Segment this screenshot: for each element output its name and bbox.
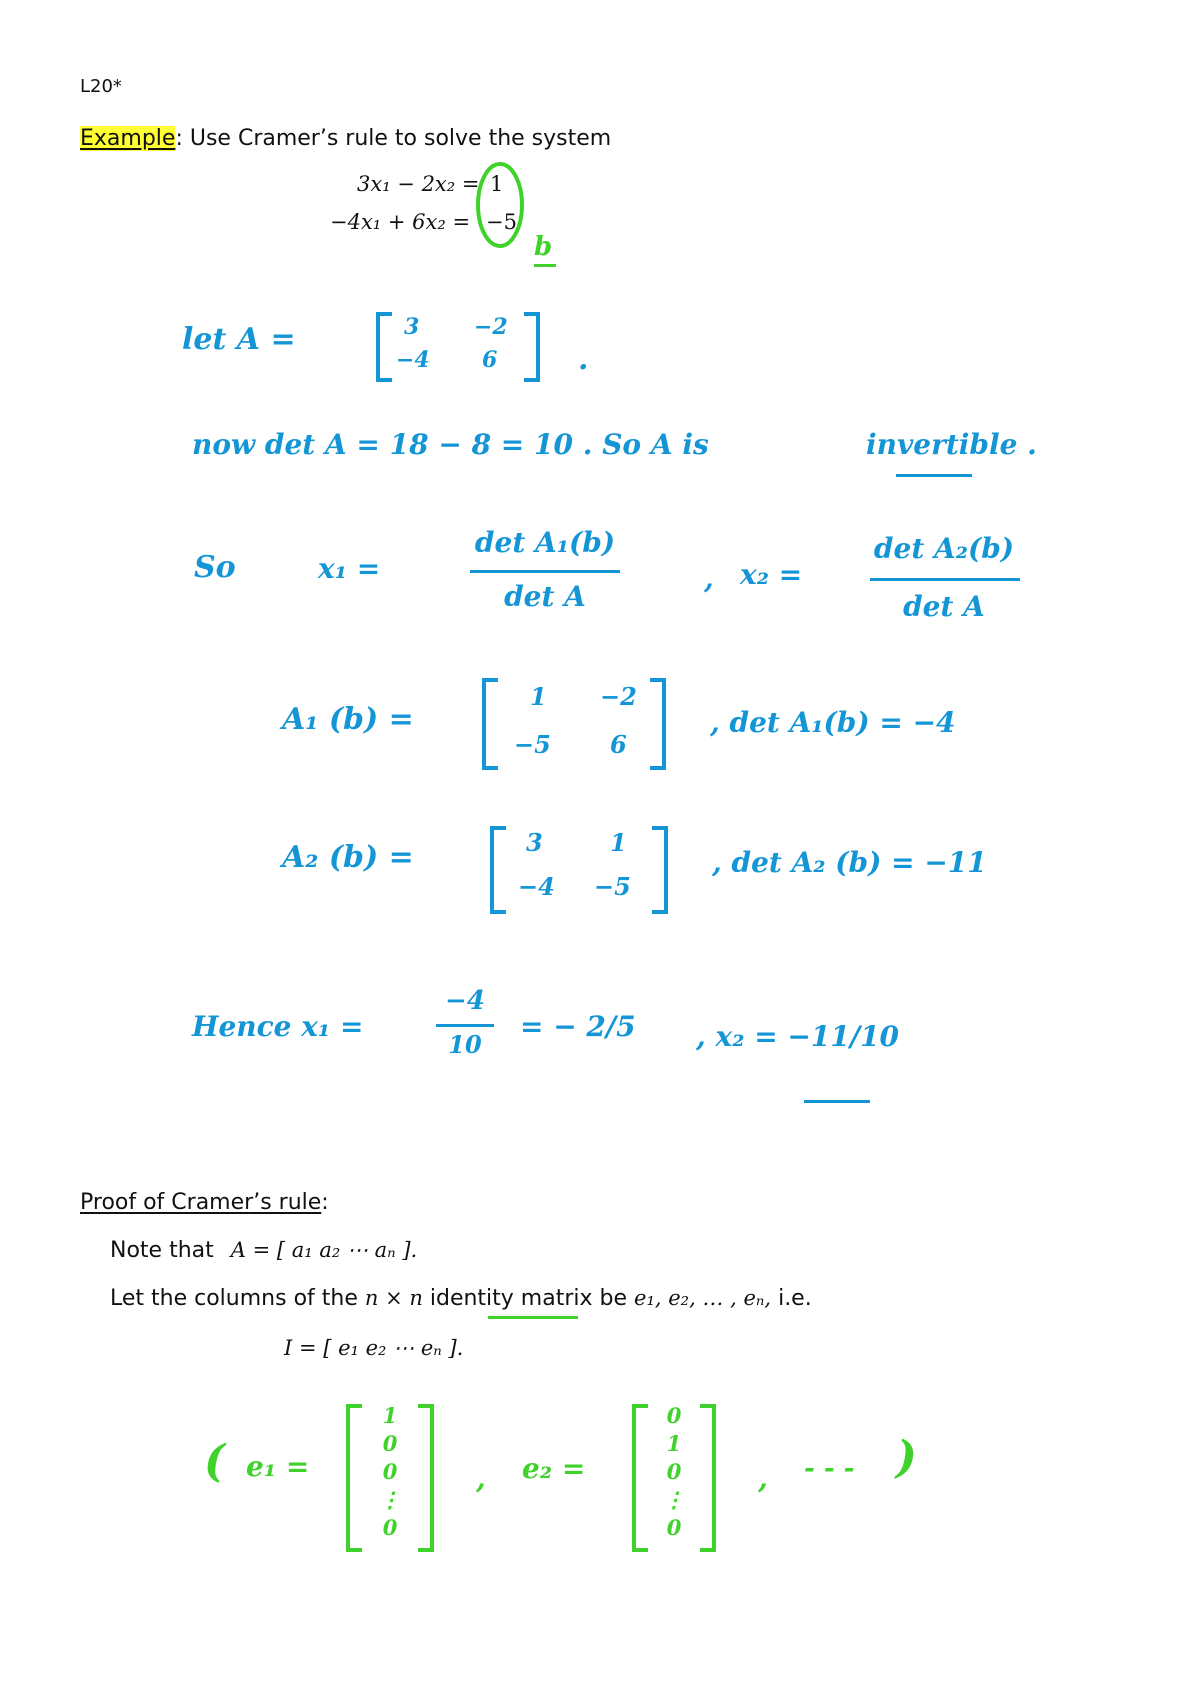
a2b-right-bracket (652, 826, 668, 914)
hence-denominator: 10 (448, 1030, 482, 1059)
e1-right-bracket (418, 1404, 434, 1552)
x1-denominator: det A (504, 580, 586, 613)
hence-result: = − 2/5 (520, 1010, 636, 1043)
nxn-math: n × n (364, 1286, 423, 1310)
a2b-label: A₂ (b) = (282, 840, 414, 875)
page-code: L20* (80, 76, 122, 97)
b-underline (534, 264, 556, 267)
matrix-a-22: 6 (482, 347, 498, 373)
x1-fraction-bar (470, 570, 620, 573)
hence-numerator: −4 (445, 986, 485, 1016)
det-a-line: now det A = 18 − 8 = 10 . So A is (192, 428, 709, 461)
note-that-math: A = [ a₁ a₂ ⋯ aₙ ]. (230, 1238, 418, 1262)
e1-entry: 1 (382, 1403, 398, 1428)
e1-entry: 0 (382, 1431, 398, 1456)
equation-1-lhs: 3x₁ − 2x₂ = (357, 172, 480, 196)
e2-entry: 0 (666, 1403, 682, 1428)
let-columns-text: Let the columns of the (110, 1286, 358, 1311)
e1-left-bracket (346, 1404, 362, 1552)
a1b-22: 6 (610, 730, 627, 759)
x1-numerator: det A₁(b) (474, 526, 616, 559)
e2-entry: 0 (666, 1459, 682, 1484)
x2-equals: x₂ = (740, 558, 803, 591)
e2-column-entries (662, 1402, 686, 1542)
hence-line: Hence x₁ = (192, 1010, 364, 1043)
green-comma-1: , (476, 1462, 486, 1495)
let-a-label: let A = (182, 322, 296, 357)
matrix-a-left-bracket (376, 312, 392, 382)
equation-1-rhs: 1 (490, 172, 504, 196)
a1b-left-bracket (482, 678, 498, 770)
identity-equation: I = [ e₁ e₂ ⋯ eₙ ]. (284, 1336, 464, 1360)
equation-2-rhs: −5 (486, 210, 517, 234)
example-intro (80, 126, 611, 151)
e2-right-bracket (700, 1404, 716, 1552)
x2-numerator: det A₂(b) (873, 532, 1015, 565)
equation-2-lhs: −4x₁ + 6x₂ = (330, 210, 471, 234)
x2-fraction-bar (870, 578, 1020, 581)
b-vector-note: b (534, 232, 553, 262)
invertible-word: invertible . (866, 428, 1037, 461)
a1b-right-bracket (650, 678, 666, 770)
a1b-label: A₁ (b) = (282, 702, 414, 737)
e-list-math: e₁, e₂, … , eₙ, (634, 1286, 772, 1310)
green-open-paren: ( (204, 1436, 225, 1487)
result-underline (804, 1100, 870, 1103)
be-text: be (599, 1286, 628, 1311)
x1-equals: x₁ = (318, 552, 381, 585)
e1-entry: 0 (382, 1459, 398, 1484)
green-comma-2: , (758, 1462, 768, 1495)
example-label: Example (80, 126, 176, 151)
e2-equals: e₂ = (522, 1452, 586, 1485)
a2b-12: 1 (610, 828, 627, 857)
a1b-12: −2 (600, 682, 637, 711)
let-columns-line (110, 1286, 812, 1311)
e2-entry: 0 (666, 1515, 682, 1540)
a1b-det: , det A₁(b) = −4 (710, 706, 956, 739)
a2b-left-bracket (490, 826, 506, 914)
e1-column-entries (378, 1402, 402, 1542)
a1b-21: −5 (514, 730, 551, 759)
hence-fraction-bar (436, 1024, 494, 1027)
a2b-11: 3 (526, 828, 543, 857)
a1b-11: 1 (530, 682, 547, 711)
matrix-a-21: −4 (396, 347, 430, 373)
so-label: So (194, 550, 236, 585)
b-column-circle (472, 158, 532, 254)
invertible-underline (896, 474, 972, 477)
a2b-det: , det A₂ (b) = −11 (712, 846, 987, 879)
identity-underline (488, 1316, 578, 1319)
x-comma: , (704, 562, 714, 595)
identity-matrix-text: identity matrix (429, 1286, 593, 1311)
ie-text: i.e. (778, 1286, 812, 1311)
proof-heading (80, 1190, 329, 1215)
e1-entry: ⋮ (379, 1487, 401, 1512)
proof-title: Proof of Cramer’s rule (80, 1190, 322, 1215)
green-close-paren: ) (896, 1432, 917, 1483)
x2-denominator: det A (903, 590, 985, 623)
e2-entry: ⋮ (663, 1487, 685, 1512)
example-intro-text: : Use Cramer’s rule to solve the system (175, 126, 612, 151)
a2b-22: −5 (594, 872, 631, 901)
e1-entry: 0 (382, 1515, 398, 1540)
matrix-a-11: 3 (404, 314, 420, 340)
e1-equals: e₁ = (246, 1450, 310, 1483)
note-that-text: Note that (110, 1238, 214, 1263)
note-that-line (110, 1238, 417, 1263)
e2-left-bracket (632, 1404, 648, 1552)
green-dots: - - - (804, 1454, 855, 1484)
matrix-a-12: −2 (474, 314, 508, 340)
a2b-21: −4 (518, 872, 555, 901)
proof-colon: : (321, 1190, 329, 1215)
hence-x2: , x₂ = −11/10 (696, 1020, 900, 1053)
matrix-a-period: . (578, 342, 589, 377)
e2-entry: 1 (666, 1431, 682, 1456)
matrix-a-right-bracket (524, 312, 540, 382)
